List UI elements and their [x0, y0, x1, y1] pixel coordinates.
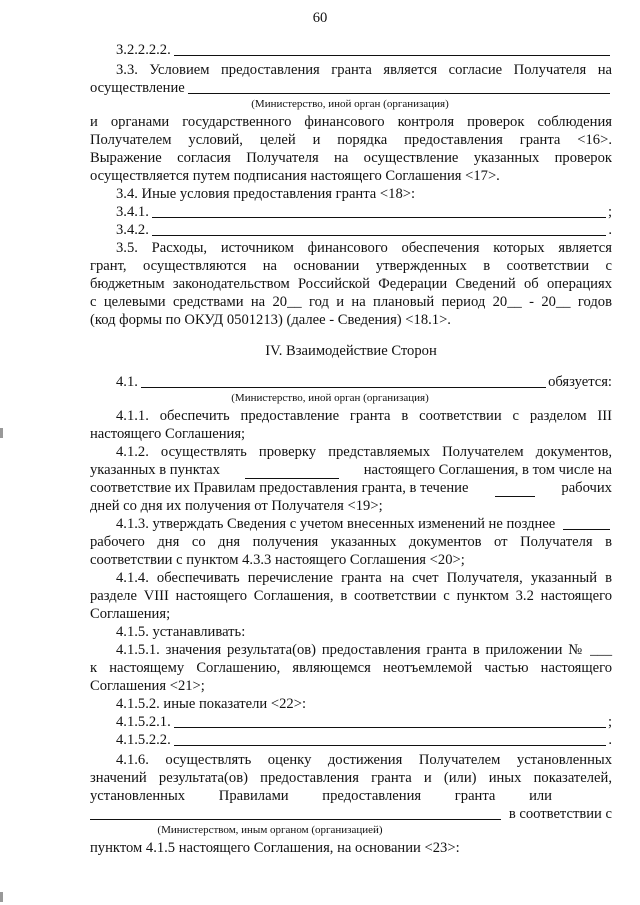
clause-number: 4.1. — [116, 374, 138, 390]
paragraph-line: установленных Правилами предоставления гранта или — [90, 788, 552, 804]
punct: ; — [607, 714, 612, 730]
paragraph-line: рабочего дня со дня получения указанных документов от Получателя в — [90, 534, 612, 550]
blank-line — [245, 467, 339, 479]
text: в соответствии с — [508, 806, 612, 822]
field-caption: (Министерство, иной орган (организация) — [231, 392, 429, 404]
clause-number: 3.4.2. — [116, 222, 149, 238]
text: указанных в пунктах — [90, 462, 220, 478]
paragraph-line: Соглашения; — [90, 606, 171, 622]
clause-3-4: 3.4. Иные условия предоставления гранта <18>: — [116, 186, 416, 202]
blank-line — [152, 224, 607, 236]
blank-line — [141, 376, 546, 388]
paragraph-line: бюджетным законодательством Российской Федерации Сведений об операциях — [90, 276, 612, 292]
clause-4-1-1-line1: 4.1.1. обеспечить предоставление гранта в соответствии с разделом III — [116, 408, 612, 424]
clause-3-4-2 — [90, 222, 612, 239]
clause-3-3-line1: 3.3. Условием предоставления гранта является согласие Получателя на — [116, 62, 612, 78]
blank-line — [495, 485, 535, 497]
field-caption: (Министерством, иным органом (организацией) — [157, 824, 383, 836]
paragraph-line: пунктом 4.1.5 настоящего Соглашения, на основании <23>: — [90, 840, 460, 856]
clause-4-1-5-2: 4.1.5.2. иные показатели <22>: — [116, 696, 307, 712]
paragraph-line: Получателем условий, целей и порядка предоставления гранта <16>. — [90, 132, 612, 148]
paragraph-line: грант, осуществляются на основании утвержденных в соответствии с — [90, 258, 612, 274]
clause-number: 4.1.5.2.2. — [116, 732, 171, 748]
clause-4-1 — [90, 374, 612, 391]
clause-4-1-3-line1 — [90, 516, 612, 533]
paragraph-line: и органами государственного финансового контроля проверок соблюдения — [90, 114, 612, 130]
clause-3-4-1 — [90, 204, 612, 221]
paragraph-line: к настоящему Соглашению, являющемся неотъемлемой частью настоящего — [90, 660, 612, 676]
paragraph-line: Выражение согласия Получателя на осуществление указанных проверок — [90, 150, 612, 166]
section-heading: IV. Взаимодействие Сторон — [265, 343, 437, 359]
scan-edge-mark — [0, 892, 3, 902]
paragraph-line: разделе VIII настоящего Соглашения, в соответствии с пунктом 3.2 настоящего — [90, 588, 612, 604]
clause-4-1-5-1-line1: 4.1.5.1. значения результата(ов) предоставления гранта в приложении № ___ — [116, 642, 612, 658]
clause-3-5-line1: 3.5. Расходы, источником финансового обеспечения которых является — [116, 240, 612, 256]
clause-4-1-2-line3 — [90, 480, 612, 497]
paragraph-line: дней со дня их получения от Получателя <19>; — [90, 498, 383, 514]
clause-4-1-5: 4.1.5. устанавливать: — [116, 624, 246, 640]
paragraph-line: значений результата(ов) предоставления гранта и (или) иных показателей, — [90, 770, 612, 786]
blank-line — [563, 518, 610, 530]
clause-number: 3.4.1. — [116, 204, 149, 220]
paragraph-line: настоящего Соглашения; — [90, 426, 246, 442]
clause-3-3-line2 — [90, 80, 612, 97]
clause-4-1-2-line1: 4.1.2. осуществлять проверку представляемых Получателем документов, — [116, 444, 612, 460]
paragraph-line: с целевыми средствами на 20__ год и на плановый период 20__ - 20__ годов — [90, 294, 612, 310]
clause-4-1-5-2-2 — [90, 732, 612, 749]
paragraph-line: соответствии с пунктом 4.3.3 настоящего Соглашения <20>; — [90, 552, 465, 568]
blank-line — [174, 734, 607, 746]
clause-4-1-4-line1: 4.1.4. обеспечивать перечисление гранта на счет Получателя, указанный в — [116, 570, 612, 586]
blank-line — [174, 716, 606, 728]
field-caption: (Министерство, иной орган (организация) — [251, 98, 449, 110]
text: настоящего Соглашения, в том числе на — [363, 462, 612, 478]
scan-edge-mark — [0, 428, 3, 438]
clause-4-1-2-line2 — [90, 462, 612, 479]
paragraph-line: Соглашения <21>; — [90, 678, 205, 694]
text: рабочих — [561, 480, 612, 496]
clause-4-1-6-line4 — [90, 806, 612, 823]
clause-number: 4.1.5.2.1. — [116, 714, 171, 730]
page-number: 60 — [312, 10, 328, 26]
paragraph-line: осуществляется путем подписания настоящего Соглашения <17>. — [90, 168, 500, 184]
blank-line — [90, 808, 501, 820]
blank-line — [188, 82, 610, 94]
punct: . — [608, 732, 612, 748]
blank-line — [152, 206, 606, 218]
punct: ; — [607, 204, 612, 220]
paragraph-line: (код формы по ОКУД 0501213) (далее - Сведения) <18.1>. — [90, 312, 451, 328]
clause-3-2-2-2-2 — [90, 42, 612, 59]
punct: . — [608, 222, 612, 238]
text: осуществление — [90, 80, 185, 96]
clause-number: 3.2.2.2.2. — [116, 42, 171, 58]
clause-4-1-6-line1: 4.1.6. осуществлять оценку достижения Получателем установленных — [116, 752, 612, 768]
blank-line — [174, 44, 610, 56]
text: обязуется: — [548, 374, 612, 390]
text: 4.1.3. утверждать Сведения с учетом внесенных изменений не позднее — [116, 516, 556, 532]
text: соответствие их Правилам предоставления гранта, в течение — [90, 480, 469, 496]
clause-4-1-5-2-1 — [90, 714, 612, 731]
